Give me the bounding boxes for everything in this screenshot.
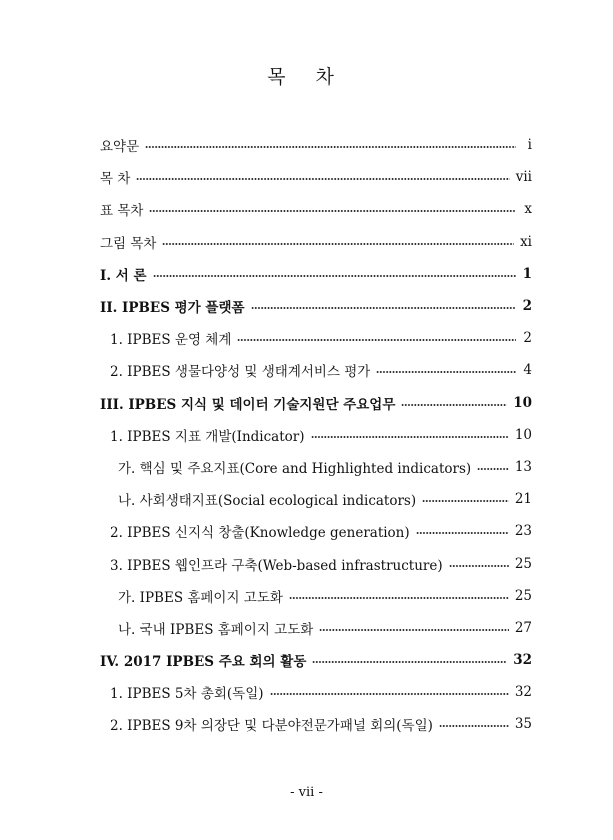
toc-entry-label: IV. 2017 IPBES 주요 회의 활동: [100, 654, 307, 671]
dot-leader: [376, 369, 516, 375]
toc-entry-label: II. IPBES 평가 플랫폼: [100, 300, 245, 317]
toc-entry-page: 2: [522, 298, 532, 315]
toc-entry-page: 4: [523, 362, 532, 379]
toc-entry[interactable]: [100, 129, 532, 161]
toc-entry[interactable]: [100, 419, 532, 451]
page-number-footer: - vii -: [290, 785, 323, 800]
toc-entry-label: 2. IPBES 9차 의장단 및 다분야전문가패널 회의(독일): [110, 718, 433, 735]
toc-entry-label: 요약문: [100, 139, 140, 156]
toc-entry-page: 35: [514, 716, 532, 733]
toc-entry-page: vii: [515, 169, 532, 186]
toc-entry[interactable]: [100, 515, 532, 547]
toc-entry-label: 표 목차: [100, 203, 144, 220]
toc-entry-label: 1. IPBES 지표 개발(Indicator): [110, 428, 305, 445]
toc-entry-page: 23: [514, 523, 532, 540]
toc-entry-page: 1: [522, 265, 532, 282]
dot-leader: [416, 530, 509, 536]
toc-entry-label: 나. 국내 IPBES 홈페이지 고도화: [118, 621, 314, 638]
toc-entry-page: xi: [520, 233, 532, 250]
dot-leader: [136, 176, 509, 182]
toc-entry[interactable]: [100, 354, 532, 386]
toc-entry-page: 10: [513, 394, 532, 411]
dot-leader: [422, 498, 509, 504]
toc-entry-label: 1. IPBES 5차 총회(독일): [110, 686, 264, 703]
toc-entry[interactable]: [100, 290, 532, 322]
toc-entry-page: 21: [514, 491, 532, 508]
toc-entry-page: i: [527, 137, 532, 154]
toc-entry-page: 32: [513, 652, 532, 669]
toc-entry-label: 1. IPBES 운영 체계: [110, 332, 232, 349]
toc-entry-page: x: [524, 201, 532, 218]
dot-leader: [477, 466, 509, 472]
dot-leader: [162, 241, 514, 247]
toc-entry[interactable]: [100, 193, 532, 225]
table-of-contents: [100, 129, 532, 741]
toc-entry[interactable]: [100, 226, 532, 258]
toc-entry-page: 13: [514, 458, 532, 475]
toc-entry[interactable]: [100, 547, 532, 579]
toc-entry-label: 가. 핵심 및 주요지표(Core and Highlighted indicators): [118, 460, 472, 477]
toc-entry[interactable]: [100, 161, 532, 193]
toc-entry[interactable]: [100, 483, 532, 515]
toc-entry-label: 가. IPBES 홈페이지 고도화: [118, 589, 283, 606]
toc-entry[interactable]: [100, 644, 532, 676]
dot-leader: [251, 305, 516, 311]
toc-entry-label: 나. 사회생태지표(Social ecological indicators): [118, 493, 417, 510]
dot-leader: [145, 144, 516, 150]
toc-entry[interactable]: [100, 612, 532, 644]
toc-entry-label: 2. IPBES 신지식 창출(Knowledge generation): [110, 525, 410, 542]
toc-entry-page: 32: [514, 684, 532, 701]
toc-entry[interactable]: [100, 387, 532, 419]
dot-leader: [237, 337, 516, 343]
toc-entry[interactable]: [100, 708, 532, 740]
toc-entry-label: 2. IPBES 생물다양성 및 생태계서비스 평가: [110, 364, 371, 381]
toc-entry-page: 2: [523, 330, 532, 347]
dot-leader: [149, 208, 516, 214]
toc-entry[interactable]: [100, 580, 532, 612]
toc-entry-page: 27: [514, 619, 532, 636]
dot-leader: [439, 723, 509, 729]
dot-leader: [449, 563, 509, 569]
toc-entry-label: III. IPBES 지식 및 데이터 기술지원단 주요업무: [100, 396, 396, 413]
dot-leader: [311, 434, 509, 440]
toc-entry-page: 25: [514, 587, 532, 604]
toc-entry-page: 25: [514, 555, 532, 572]
toc-entry-page: 10: [514, 426, 532, 443]
dot-leader: [312, 659, 507, 665]
toc-entry[interactable]: [100, 676, 532, 708]
dot-leader: [270, 691, 509, 697]
page-title: 목 차: [267, 66, 346, 88]
toc-entry[interactable]: [100, 451, 532, 483]
toc-entry[interactable]: [100, 258, 532, 290]
toc-entry-label: 목 차: [100, 171, 131, 188]
toc-entry-label: 3. IPBES 웹인프라 구축(Web-based infrastructure): [110, 557, 443, 574]
dot-leader: [289, 595, 509, 601]
dot-leader: [401, 402, 507, 408]
toc-entry[interactable]: [100, 322, 532, 354]
toc-entry-label: 그림 목차: [100, 235, 157, 252]
dot-leader: [153, 273, 517, 279]
dot-leader: [319, 627, 509, 633]
toc-entry-label: I. 서 론: [100, 267, 147, 284]
